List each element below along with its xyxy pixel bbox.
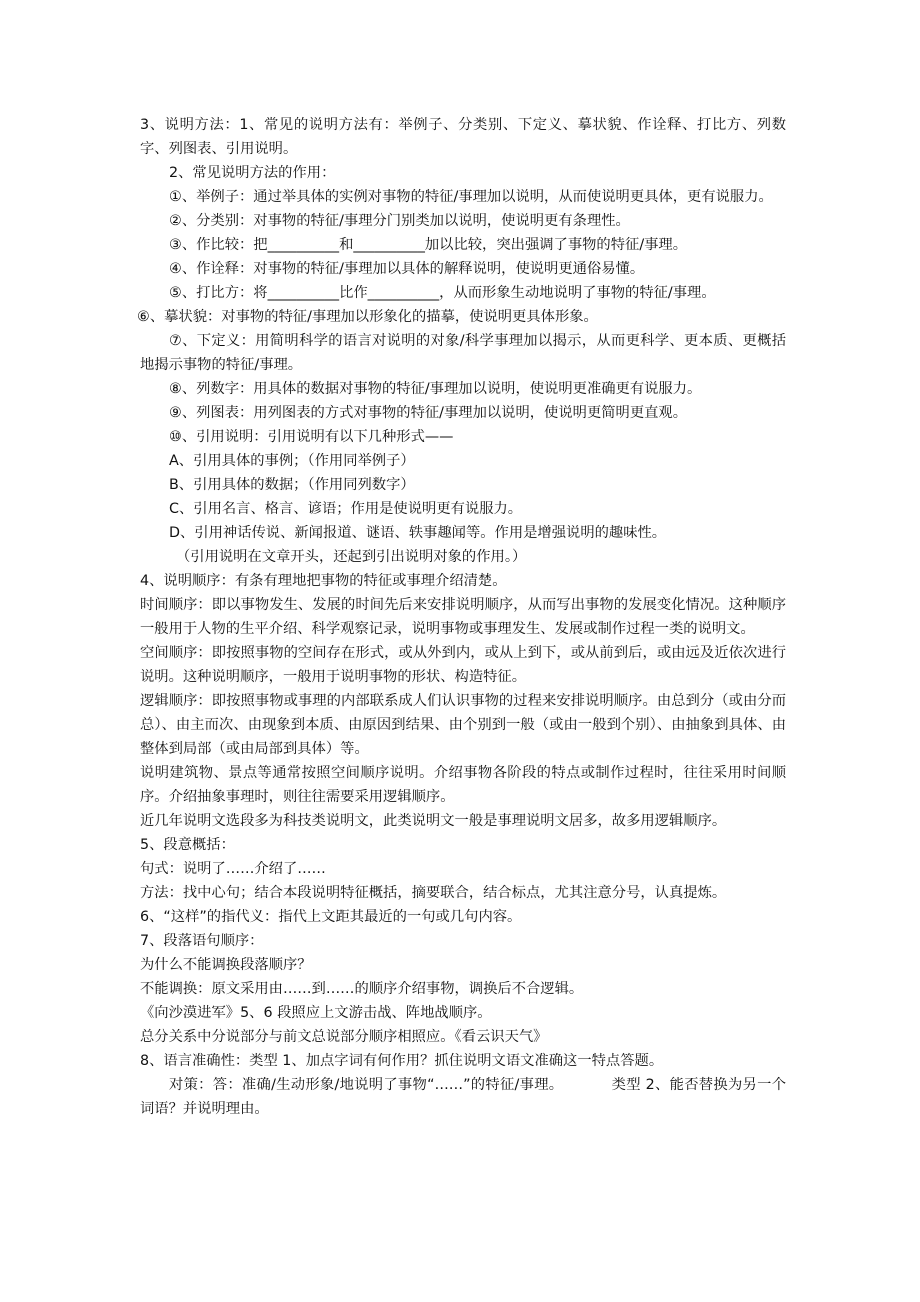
method-classification: ②、分类别：对事物的特征/事理分门别类加以说明，使说明更有条理性。	[169, 213, 630, 229]
citation-note: （引用说明在文章开头，还起到引出说明对象的作用。）	[176, 549, 527, 565]
method-comparison: ③、作比较：把__________和__________加以比较，突出强调了事物的特征/事理。	[169, 237, 688, 253]
method-citation: ⑩、引用说明：引用说明有以下几种形式——	[169, 429, 454, 445]
order-example-2: 总分关系中分说部分与前文总说部分顺序相照应。《看云识天气》	[140, 1029, 548, 1045]
order-question: 为什么不能调换段落顺序？	[140, 957, 312, 973]
method-charts: ⑨、列图表：用列图表的方式对事物的特征/事理加以说明，使说明更简明更直观。	[169, 405, 688, 421]
recent-trend: 近几年说明文选段多为科技类说明文，此类说明文一般是事理说明文居多，故多用逻辑顺序。	[140, 813, 727, 829]
method-numbers: ⑧、列数字：用具体的数据对事物的特征/事理加以说明，使说明更准确更有说服力。	[169, 381, 702, 397]
citation-d: D、引用神话传说、新闻报道、谜语、轶事趣闻等。作用是增强说明的趣味性。	[169, 525, 667, 541]
time-order: 时间顺序：即以事物发生、发展的时间先后来安排说明顺序，从而写出事物的发展变化情况。这种顺序一般用于人物的生平介绍、科学观察记录，说明事物或事理发生、发展或制作过程一类的说明文。	[140, 597, 786, 637]
section-3-heading: 3、说明方法：1、常见的说明方法有：举例子、分类别、下定义、摹状貌、作诠释、打比方、列数字、列图表、引用说明。	[140, 117, 786, 157]
space-order: 空间顺序：即按照事物的空间存在形式，或从外到内，或从上到下，或从前到后，或由远及近依次进行说明。这种说明顺序，一般用于说明事物的形状、构造特征。	[140, 645, 786, 685]
method-example: ①、举例子：通过举具体的实例对事物的特征/事理加以说明，从而使说明更具体，更有说服力。	[169, 189, 773, 205]
section-7-heading: 7、段落语句顺序：	[140, 933, 264, 949]
order-example-1: 《向沙漠进军》5、6 段照应上文游击战、阵地战顺序。	[140, 1005, 492, 1021]
method-interpretation: ④、作诠释：对事物的特征/事理加以具体的解释说明，使说明更通俗易懂。	[169, 261, 645, 277]
language-strategy: 对策：答：准确/生动形象/地说明了事物“……”的特征/事理。 类型 2、能否替换为另一个词语？并说明理由。	[140, 1077, 786, 1117]
citation-a: A、引用具体的事例；（作用同举例子）	[169, 453, 415, 469]
method-definition: ⑦、下定义：用简明科学的语言对说明的对象/科学事理加以揭示，从而更科学、更本质、更概括地揭示事物的特征/事理。	[140, 333, 786, 373]
document-body	[137, 113, 786, 1121]
method-metaphor: ⑤、打比方：将__________比作__________，从而形象生动地说明了事物的特征/事理。	[169, 285, 716, 301]
order-answer: 不能调换：原文采用由……到……的顺序介绍事物，调换后不合逻辑。	[140, 981, 584, 997]
section-4-heading: 4、说明顺序：有条有理地把事物的特征或事理介绍清楚。	[140, 573, 507, 589]
citation-c: C、引用名言、格言、谚语；作用是使说明更有说服力。	[169, 501, 523, 517]
summary-pattern: 句式：说明了……介绍了……	[140, 861, 326, 877]
summary-method: 方法：找中心句；结合本段说明特征概括，摘要联合，结合标点，尤其注意分号，认真提炼。	[140, 885, 727, 901]
section-8-heading: 8、语言准确性：类型 1、加点字词有何作用？抓住说明文语文准确这一特点答题。	[140, 1053, 664, 1069]
method-description: ⑥、摹状貌：对事物的特征/事理加以形象化的描摹，使说明更具体形象。	[137, 309, 598, 325]
order-usage: 说明建筑物、景点等通常按照空间顺序说明。介绍事物各阶段的特点或制作过程时，往往采用时间顺序。介绍抽象事理时，则往往需要采用逻辑顺序。	[140, 765, 786, 805]
section-6-heading: 6、“这样”的指代义：指代上文距其最近的一句或几句内容。	[140, 909, 522, 925]
logic-order: 逻辑顺序：即按照事物或事理的内部联系成人们认识事物的过程来安排说明顺序。由总到分（或由分而总）、由主而次、由现象到本质、由原因到结果、由个别到一般（或由一般到个别）、由抽象到具体、由整体到局部（或由局部到具体）等。	[140, 693, 786, 757]
section-5-heading: 5、段意概括：	[140, 837, 235, 853]
citation-b: B、引用具体的数据；（作用同列数字）	[169, 477, 415, 493]
method-functions-heading: 2、常见说明方法的作用：	[169, 165, 336, 181]
